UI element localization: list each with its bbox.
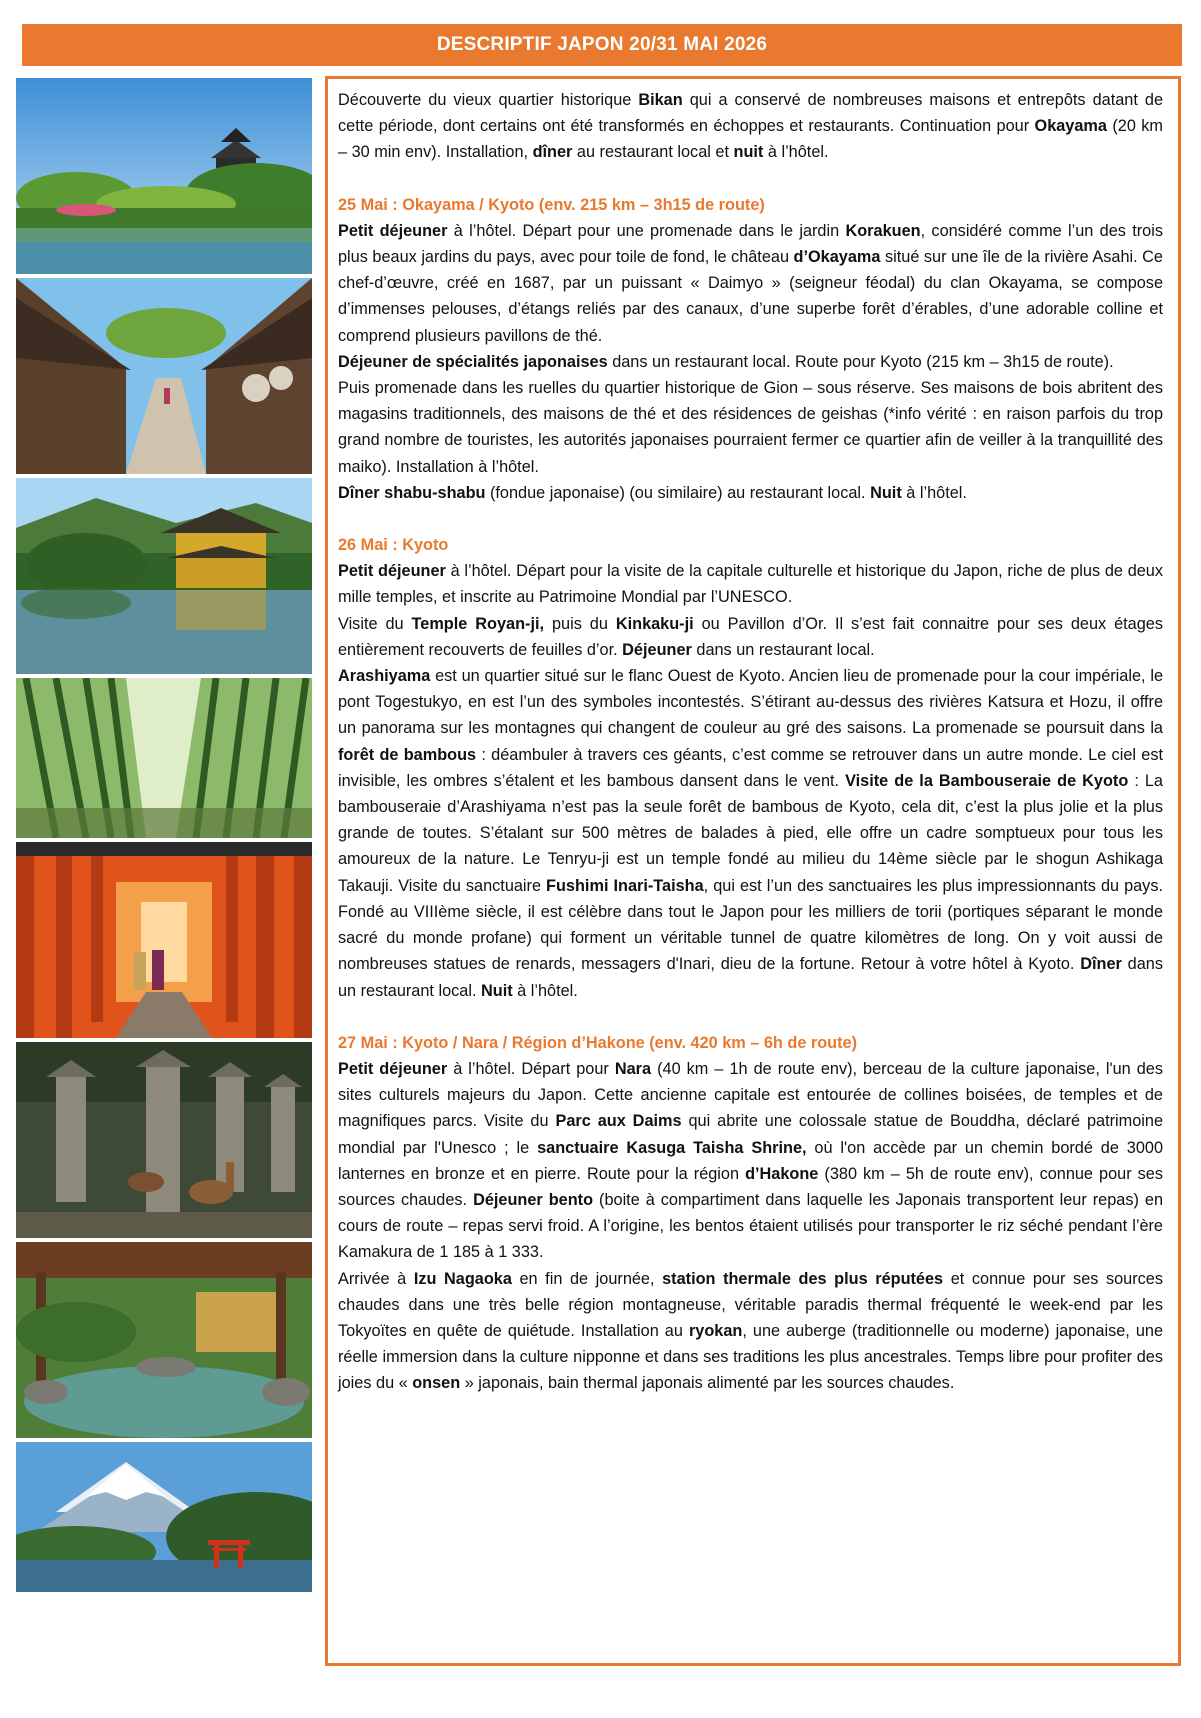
day-25-title: 25 Mai : Okayama / Kyoto (env. 215 km – 3h15 de route): [338, 195, 765, 214]
gion-street-photo: [16, 278, 312, 474]
day-25-paragraph-2: Déjeuner de spécialités japonaises dans un restaurant local. Route pour Kyoto (215 km – 3h15 de route).: [338, 352, 1114, 371]
day-26-title: 26 Mai : Kyoto: [338, 536, 449, 555]
day-27-paragraph-2: Arrivée à Izu Nagaoka en fin de journée, station thermale des plus réputées et connue pour ses sources chaudes dans une très belle région montagneuse, véritable paradis thermal fréquenté le week-end par les Tokyoïtes en quête de quiétude. Installation au ryokan, une auberge (traditionnelle ou moderne) japonaise, une réelle immersion dans la culture nipponne et dans ses traditions les plus ancestrales. Temps libre pour profiter des joies du « onsen » japonais, bain thermal japonais alimenté par les sources chaudes.: [338, 1269, 1163, 1393]
day-26-paragraph-1: Petit déjeuner à l’hôtel. Départ pour la visite de la capitale culturelle et historique du Japon, riche de plus de deux mille temples, et inscrite au Patrimoine Mondial par l’UNESCO.: [338, 562, 1163, 607]
day-27-paragraph-1: Petit déjeuner à l’hôtel. Départ pour Nara (40 km – 1h de route env), berceau de la culture japonaise, l'un des sites culturels majeurs du Japon. Cette ancienne capitale est entourée de collines boisées, de temples et de magnifiques parcs. Visite du Parc aux Daims qui abrite une colossale statue de Bouddha, déclaré patrimoine mondial par l'Unesco ; le sanctuaire Kasuga Taisha Shrine, où l'on accède par un chemin bordé de 3000 lanternes en bronze et en pierre. Route pour la région d’Hakone (380 km – 5h de route env), connue pour ses sources chaudes. Déjeuner bento (boite à compartiment dans laquelle les Japonais transportent leur repas) en cours de route – repas servi froid. A l’origine, les bentos étaient utilisés pour transporter le riz séché pendant l’ère Kamakura de 1 185 à 1 333.: [338, 1059, 1164, 1262]
day-26-paragraph-2: Visite du Temple Royan-ji, puis du Kinkaku-ji ou Pavillon d’Or. Il s’est fait connaitre pour ses deux étages entièrement recouverts de feuilles d’or. Déjeuner dans un restaurant local.: [338, 614, 1163, 659]
mount-fuji-lake-photo: [16, 1442, 312, 1592]
kinkakuji-pavilion-photo: [16, 478, 312, 674]
intro-paragraph: Découverte du vieux quartier historique Bikan qui a conservé de nombreuses maisons et entrepôts datant de cette période, dont certains ont été transformés en échoppes et restaurants. Continuation pour Okayama (20 km – 30 min env). Installation, dîner au restaurant local et nuit à l’hôtel.: [338, 91, 1164, 162]
bamboo-forest-photo: [16, 678, 312, 838]
day-25-paragraph-3: Puis promenade dans les ruelles du quartier historique de Gion – sous réserve. Ses maisons de bois abritent des magasins traditionnels, des maisons de thé et des résidences de geishas (*info vérité : en raison parfois du trop grand nombre de touristes, les autorités japonaises pourraient fermer ce quartier afin de veiller à la tranquillité des maiko). Installation à l’hôtel.: [338, 379, 1163, 476]
onsen-bath-photo: [16, 1242, 312, 1438]
day-25-paragraph-4: Dîner shabu-shabu (fondue japonaise) (ou similaire) au restaurant local. Nuit à l’hôtel.: [338, 483, 967, 502]
okayama-castle-garden-photo: [16, 78, 312, 274]
day-26-paragraph-3: Arashiyama est un quartier situé sur le flanc Ouest de Kyoto. Ancien lieu de promenade pour la cour impériale, le pont Togestukyo, en est l’un des symboles incontestés. S’étirant au-dessus des rivières Katsura et Hozu, il offre un panorama sur les montagnes qui changent de couleur au gré des saisons. La promenade se poursuit dans la forêt de bambous : déambuler à travers ces géants, c’est comme se retrouver dans un autre monde. Le ciel est invisible, les ombres s’étalent et les bambous dansent dans le vent. Visite de la Bambouseraie de Kyoto : La bambouseraie d’Arashiyama n’est pas la seule forêt de bambous de Kyoto, cela dit, c’est la plus jolie et la plus grande de toutes. S’étalant sur 500 mètres de balades à pied, elle offre un cadre somptueux pour tous les amoureux de la nature. Le Tenryu-ji est un temple fondé au milieu du 14ème siècle par le shogun Ashikaga Takauji. Visite du sanctuaire Fushimi Inari-Taisha, qui est l’un des sanctuaires les plus impressionnants du pays. Fondé au VIIIème siècle, il est célèbre dans tout le Japon pour les milliers de torii (portiques séparant le monde sacré du monde profane) qui forment un véritable tunnel de quatre kilomètres de long. On y voit aussi de nombreuses statues de renards, messagers d'Inari, dieu de la fortune. Retour à votre hôtel à Kyoto. Dîner dans un restaurant local. Nuit à l’hôtel.: [338, 667, 1163, 1000]
day-27-title: 27 Mai : Kyoto / Nara / Région d’Hakone (env. 420 km – 6h de route): [338, 1033, 858, 1052]
day-25-paragraph-1: Petit déjeuner à l’hôtel. Départ pour une promenade dans le jardin Korakuen, considéré comme l’un des trois plus beaux jardins du pays, avec pour toile de fond, le château d’Okayama situé sur une île de la rivière Asahi. Ce chef-d’œuvre, créé en 1687, par un puissant « Daimyo » (seigneur féodal) du clan Okayama, se compose d’immenses pelouses, d’étangs reliés par des canaux, d’une superbe forêt d’érables, d’une adorable colline et comprend plusieurs pavillons de thé.: [338, 221, 1163, 345]
itinerary-text-box: [325, 76, 1181, 1666]
page-title: DESCRIPTIF JAPON 20/31 MAI 2026: [22, 24, 1182, 66]
torii-tunnel-photo: [16, 842, 312, 1038]
nara-lanterns-deer-photo: [16, 1042, 312, 1238]
